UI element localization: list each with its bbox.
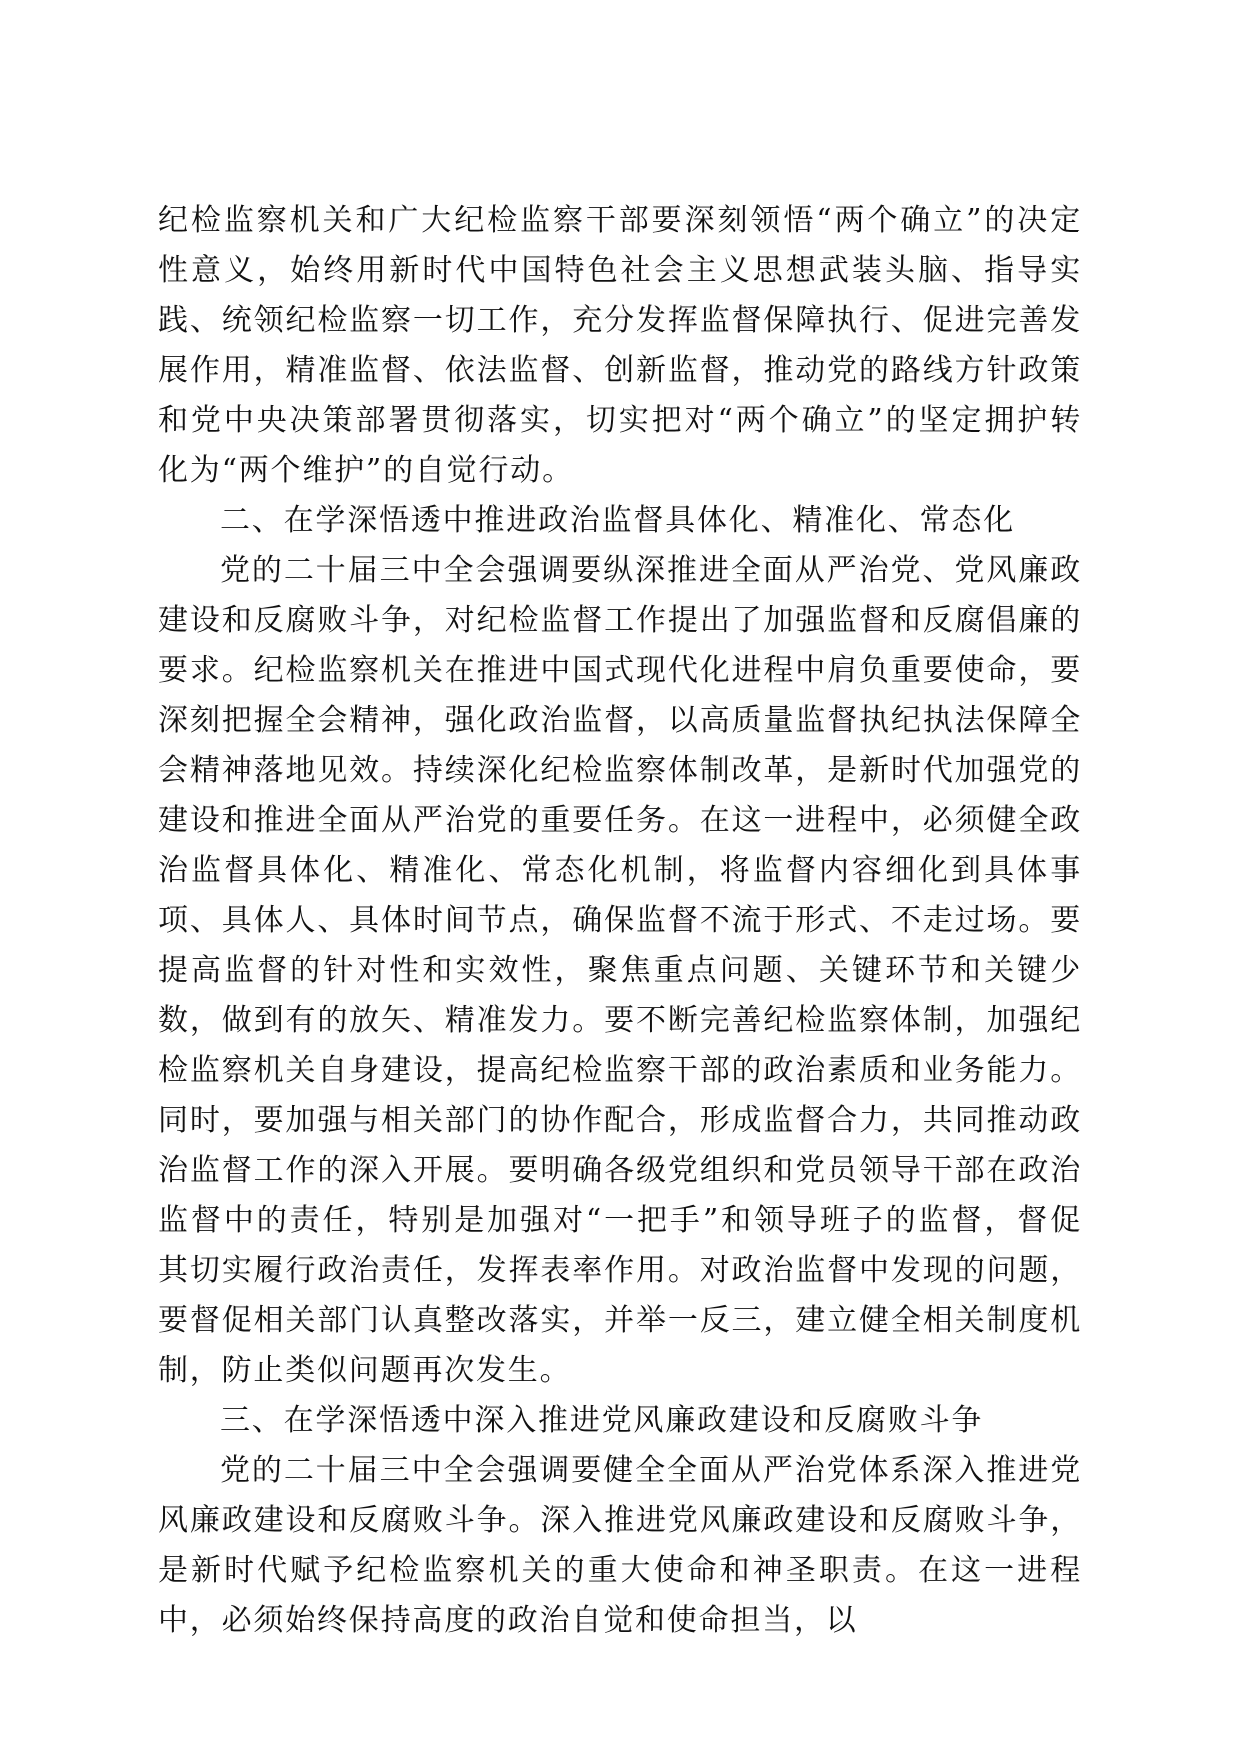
section-heading-3: 三、在学深悟透中深入推进党风廉政建设和反腐败斗争 xyxy=(220,1403,984,1438)
paragraph-section-2: 党的二十届三中全会强调要纵深推进全面从严治党、党风廉政建设和反腐败斗争，对纪检监督工作提出了加强监督和反腐倡廉的要求。纪检监察机关在推进中国式现代化进程中肩负重要使命，要深刻把握全会精神，强化政治监督，以高质量监督执纪执法保障全会精神落地见效。持续深化纪检监察体制改革，是新时代加强党的建设和推进全面从严治党的重要任务。在这一进程中，必须健全政治监督具体化、精准化、常态化机制，将监督内容细化到具体事项、具体人、具体时间节点，确保监督不流于形式、不走过场。要提高监督的针对性和实效性，聚焦重点问题、关键环节和关键少数，做到有的放矢、精准发力。要不断完善纪检监察体制，加强纪检监察机关自身建设，提高纪检监察干部的政治素质和业务能力。同时，要加强与相关部门的协作配合，形成监督合力，共同推动政治监督工作的深入开展。要明确各级党组织和党员领导干部在政治监督中的责任，特别是加强对“一把手”和领导班子的监督，督促其切实履行政治责任，发挥表率作用。对政治监督中发现的问题，要督促相关部门认真整改落实，并举一反三，建立健全相关制度机制，防止类似问题再次发生。 xyxy=(158,553,1082,1388)
paragraph-section-3: 党的二十届三中全会强调要健全全面从严治党体系深入推进党风廉政建设和反腐败斗争。深入推进党风廉政建设和反腐败斗争，是新时代赋予纪检监察机关的重大使命和神圣职责。在这一进程中，必须始终保持高度的政治自觉和使命担当，以 xyxy=(158,1453,1082,1638)
document-body xyxy=(158,196,1082,1646)
paragraph-continued: 纪检监察机关和广大纪检监察干部要深刻领悟“两个确立”的决定性意义，始终用新时代中国特色社会主义思想武装头脑、指导实践、统领纪检监察一切工作，充分发挥监督保障执行、促进完善发展作用，精准监督、依法监督、创新监督，推动党的路线方针政策和党中央决策部署贯彻落实，切实把对“两个确立”的坚定拥护转化为“两个维护”的自觉行动。 xyxy=(158,203,1082,488)
section-heading-2: 二、在学深悟透中推进政治监督具体化、精准化、常态化 xyxy=(220,503,1015,538)
